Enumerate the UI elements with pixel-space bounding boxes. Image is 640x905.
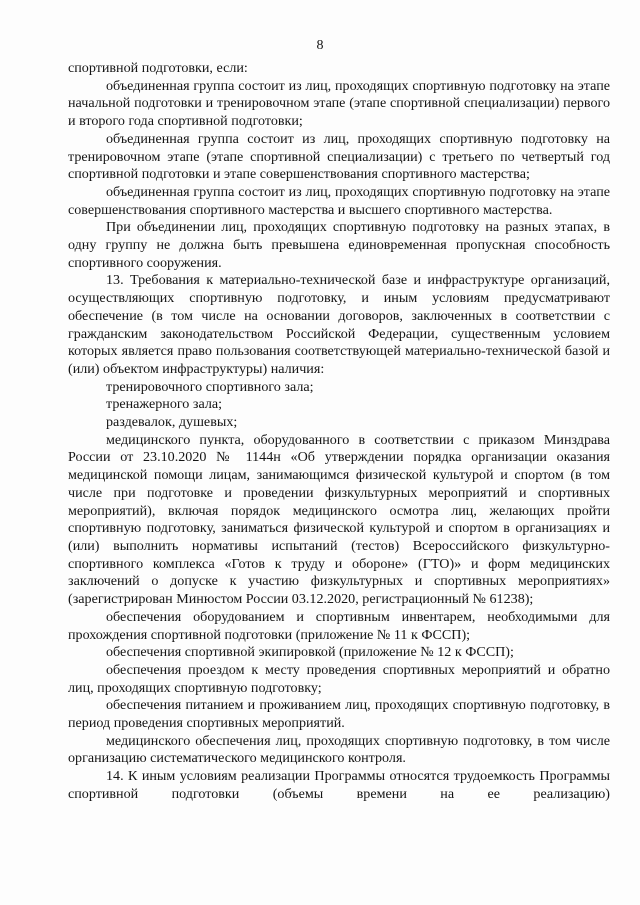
page-number: 8 xyxy=(316,38,324,53)
paragraph: При объединении лиц, проходящих спортивную подготовку на разных этапах, в одну группу не должна быть превышена единовременная пропускная способность спортивного сооружения. xyxy=(68,219,610,271)
list-item: тренажерного зала; xyxy=(106,396,223,413)
list-item: обеспечения спортивной экипировкой (приложение № 12 к ФССП); xyxy=(106,644,514,661)
paragraph: объединенная группа состоит из лиц, проходящих спортивную подготовку на этапе совершенствования спортивного мастерства и высшего спортивного мастерства. xyxy=(68,183,610,218)
document-body xyxy=(68,60,610,804)
list-item: медицинского пункта, оборудованного в соответствии с приказом Минздрава России от 23.10.2020 № 1144н «Об утверждении порядка организации оказания медицинской помощи лицам, занимающимся физической культурой и спортом (в том числе при подготовке и проведении физкультурных мероприятий и спортивных мероприятий), включая порядок медицинского осмотра лиц, желающих пройти спортивную подготовку, заниматься физической культурой и спортом в организациях и (или) выполнить нормативы испытаний (тестов) Всероссийского физкультурно-спортивного комплекса «Готов к труду и обороне» (ГТО)» и форм медицинских заключений о допуске к участию физкультурных и спортивных мероприятиях» (зарегистрирован Минюстом России 03.12.2020, регистрационный № 61238); xyxy=(68,431,610,608)
paragraph: объединенная группа состоит из лиц, проходящих спортивную подготовку на тренировочном этапе (этапе спортивной специализации) с третьего по четвертый год спортивной подготовки и этапе совершенствования спортивного мастерства; xyxy=(68,130,610,183)
list-item: тренировочного спортивного зала; xyxy=(106,378,314,395)
list-item: обеспечения проездом к месту проведения спортивных мероприятий и обратно лиц, проходящих спортивную подготовку; xyxy=(68,661,610,696)
list-item: обеспечения питанием и проживанием лиц, проходящих спортивную подготовку, в период проведения спортивных мероприятий. xyxy=(68,697,610,732)
paragraph: объединенная группа состоит из лиц, проходящих спортивную подготовку на этапе начальной подготовки и тренировочном этапе (этапе спортивной специализации) первого и второго года спортивной подготовки; xyxy=(68,77,610,130)
paragraph: спортивной подготовки, если: xyxy=(68,60,248,76)
list-item: обеспечения оборудованием и спортивным инвентарем, необходимыми для прохождения спортивной подготовки (приложение № 11 к ФССП); xyxy=(68,608,610,643)
paragraph: 14. К иным условиям реализации Программы относятся трудоемкость Программы спортивной подготовки (объемы времени на ее реализацию) xyxy=(68,768,610,802)
paragraph: 13. Требования к материально-технической базе и инфраструктуре организаций, осуществляющих спортивную подготовку, и иным условиям предусматривают обеспечение (в том числе на основании договоров, заключенных в соответствии с гражданским законодательством Российской Федерации, существенным условием которых является право пользования соответствующей материально-технической базой и (или) объектом инфраструктуры) наличия: xyxy=(68,272,610,377)
list-item: раздевалок, душевых; xyxy=(106,414,238,431)
list-item: медицинского обеспечения лиц, проходящих спортивную подготовку, в том числе организацию систематического медицинского контроля. xyxy=(68,732,610,767)
